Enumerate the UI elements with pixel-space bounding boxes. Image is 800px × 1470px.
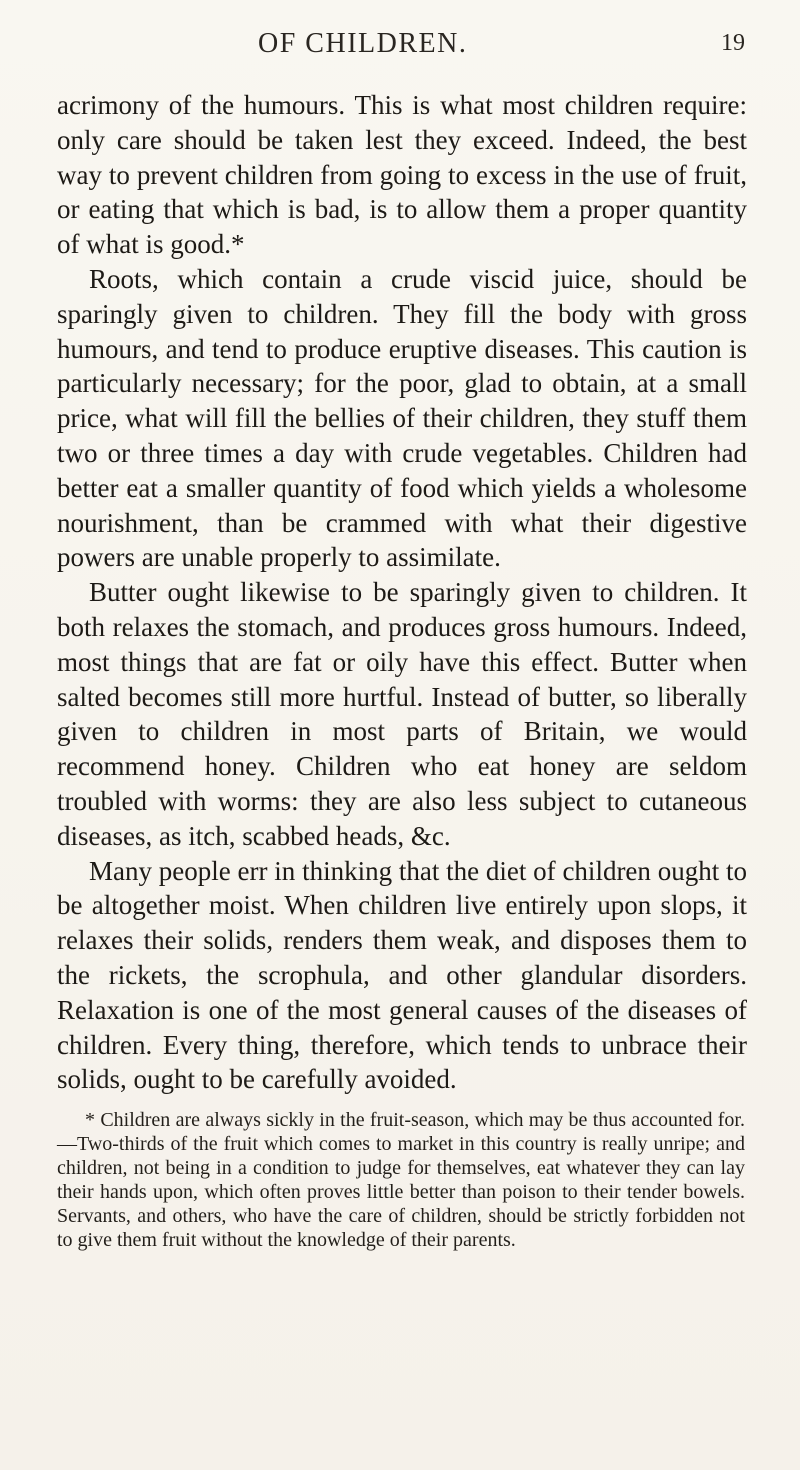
paragraph-2: Roots, which contain a crude viscid juice, should be sparingly given to children. They fill the body with gross humours, and tend to produce eruptive diseases. This caution is particularly necessary; for the poor, glad to obtain, at a small price, what will fill the bellies of their children, they stuff them two or three times a day with crude vegetables. Children had better eat a smaller quantity of food which yields a wholesome nourishment, than be crammed with what their digestive powers are unable properly to assimilate. (57, 263, 747, 573)
main-text (57, 88, 747, 1097)
running-title: OF CHILDREN. (258, 28, 468, 59)
page-header (0, 18, 800, 76)
page-number: 19 (721, 30, 745, 56)
footnote (57, 1108, 745, 1253)
footnote-text: * Children are always sickly in the fruit-season, which may be thus accounted for.—Two-thirds of the fruit which comes to market in this country is really unripe; and children, not being in a condition to judge for themselves, eat whatever they can lay their hands upon, which often proves little better than poison to their tender bowels. Servants, and others, who have the care of children, should be strictly forbidden not to give them fruit without the knowledge of their parents. (57, 1109, 745, 1252)
paragraph-1: acrimony of the humours. This is what most children require: only care should be taken lest they exceed. Indeed, the best way to prevent children from going to excess in the use of fruit, or eating that which is bad, is to allow them a proper quantity of what is good.* (57, 90, 747, 260)
paragraph-4: Many people err in thinking that the diet of children ought to be altogether moist. When children live entirely upon slops, it relaxes their solids, renders them weak, and disposes them to the rickets, the scrophula, and other glandular disorders. Relaxation is one of the most general causes of the diseases of children. Every thing, therefore, which tends to unbrace their solids, ought to be carefully avoided. (57, 855, 747, 1095)
paragraph-3: Butter ought likewise to be sparingly given to children. It both relaxes the stomach, and produces gross humours. Indeed, most things that are fat or oily have this effect. Butter when salted becomes still more hurtful. Instead of butter, so liberally given to children in most parts of Britain, we would recommend honey. Children who eat honey are seldom troubled with worms: they are also less subject to cutaneous diseases, as itch, scabbed heads, &c. (57, 577, 747, 851)
